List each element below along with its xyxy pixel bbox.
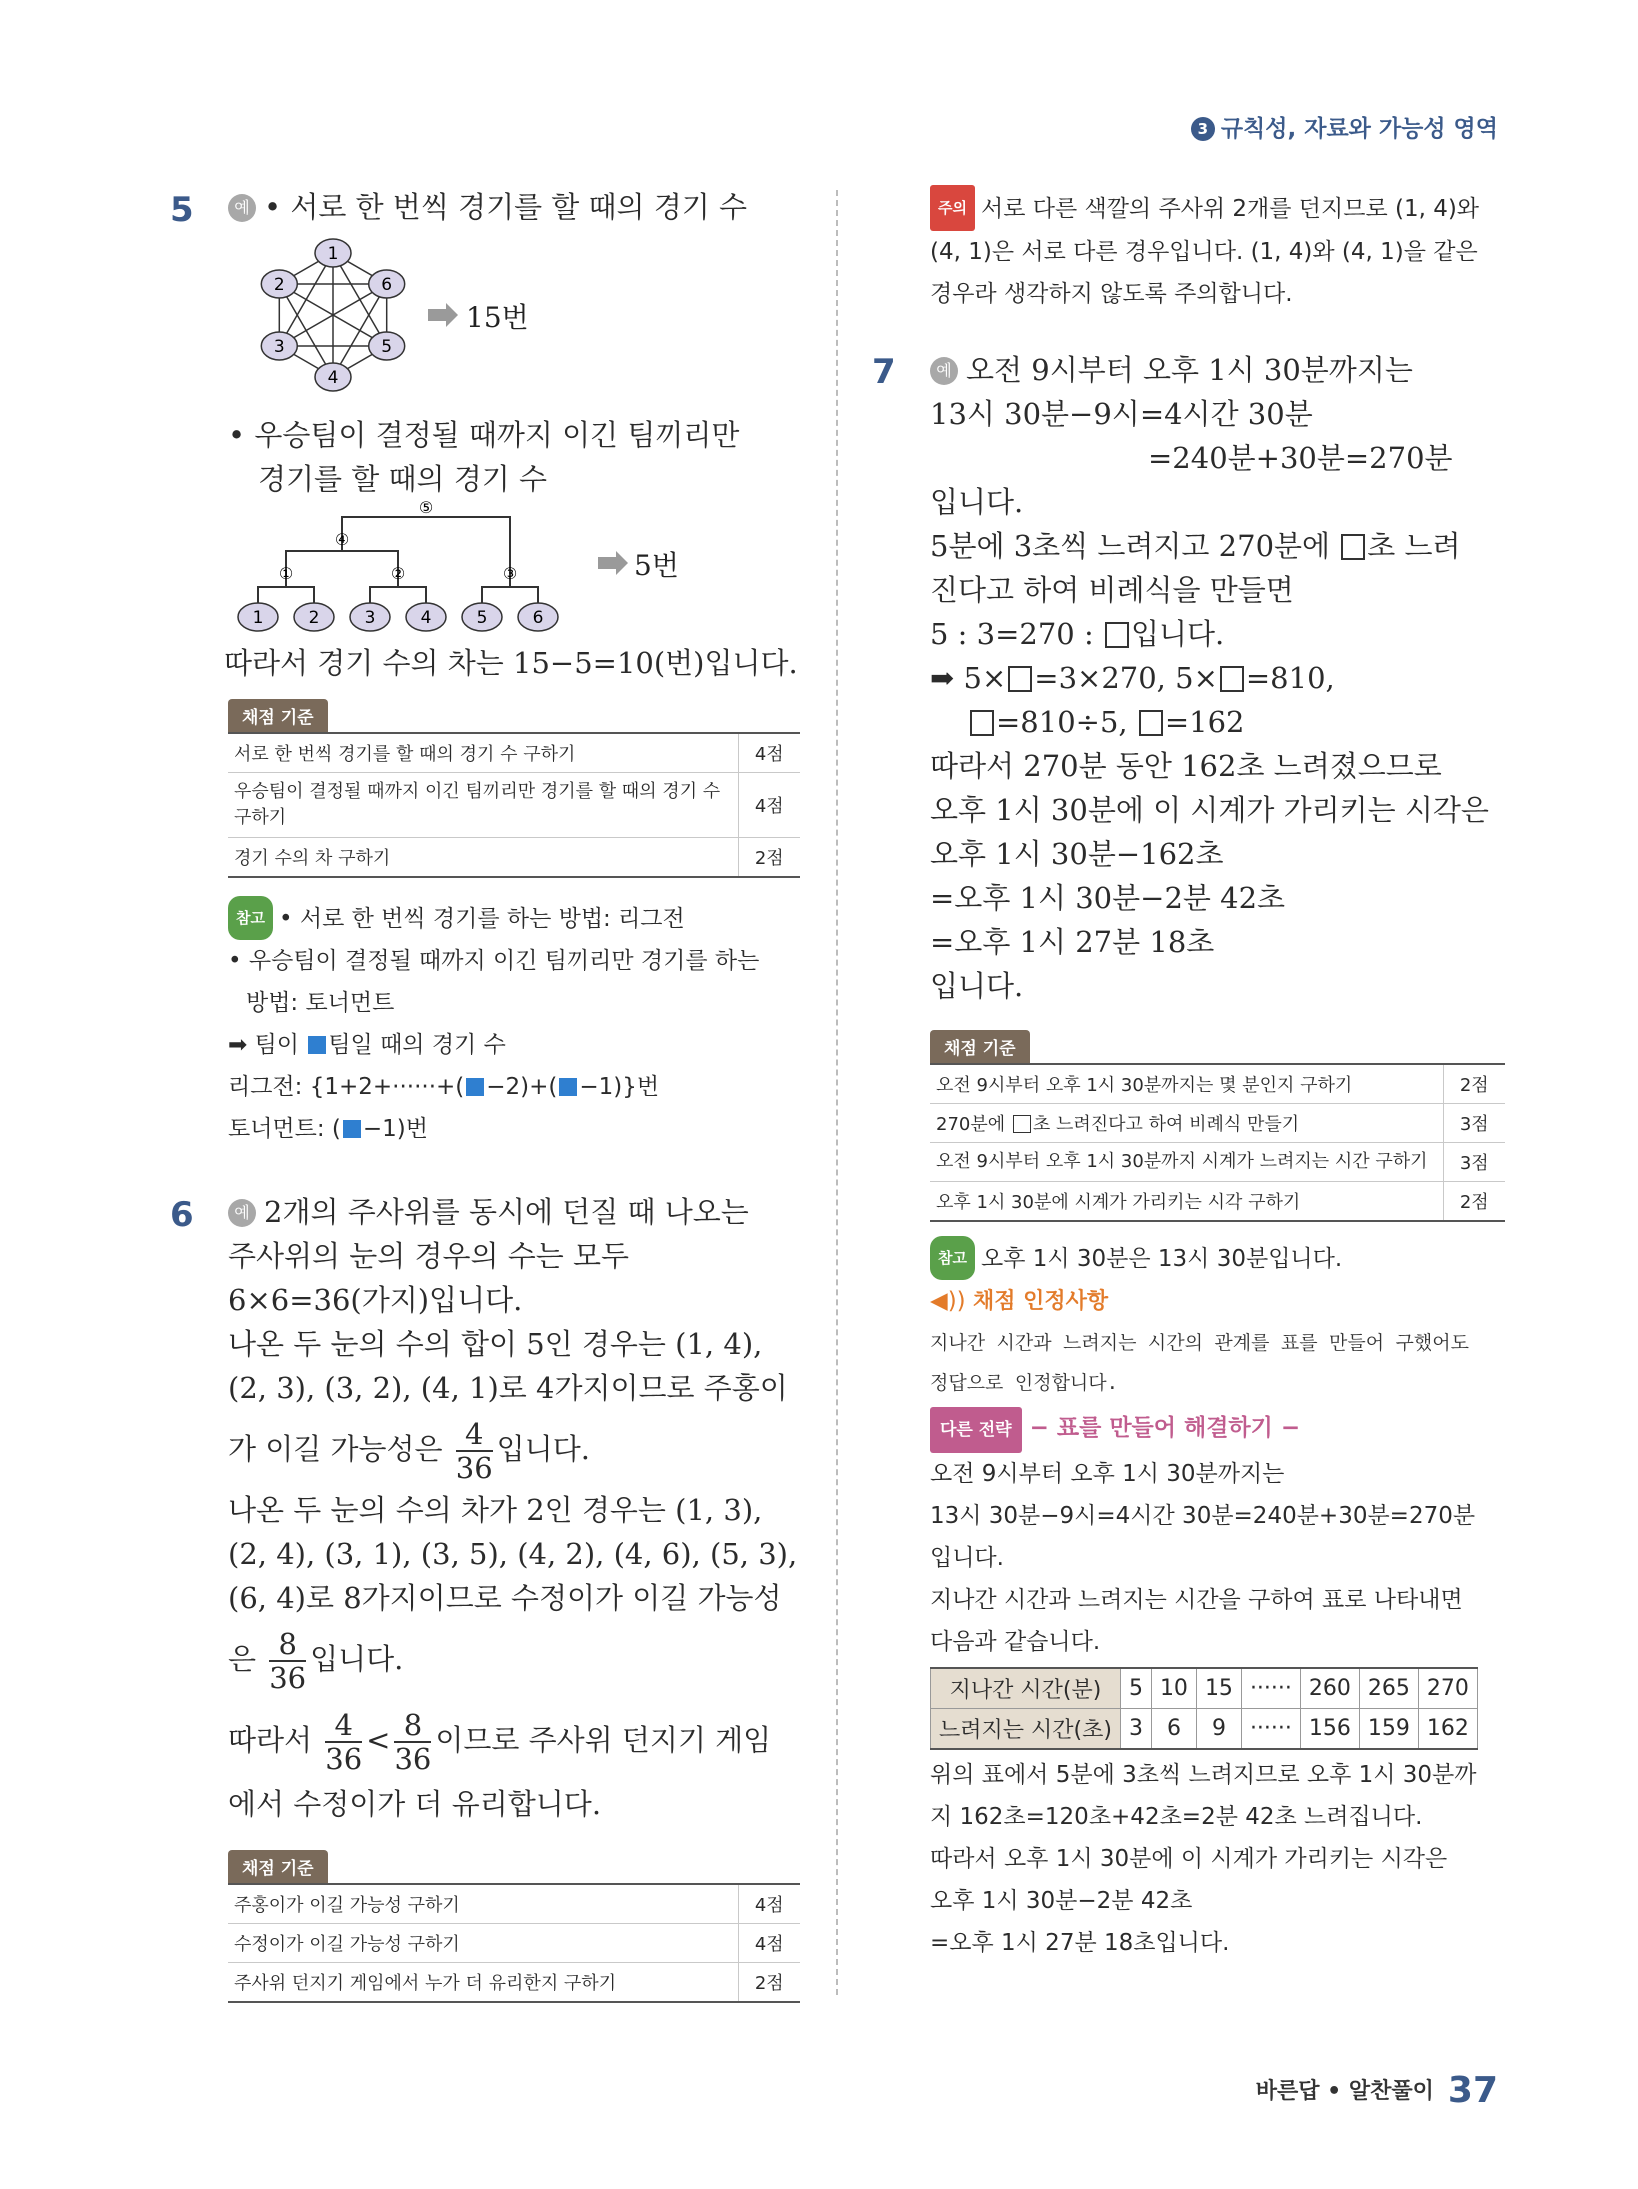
grading-points: 4점: [738, 1884, 800, 1924]
table-row: [931, 1709, 1478, 1750]
svg-text:4: 4: [327, 368, 339, 388]
team-node: [462, 603, 502, 631]
table-row: [228, 838, 800, 878]
fraction: [325, 1709, 362, 1775]
warning-note: [930, 185, 1505, 315]
grading-table: [228, 1883, 800, 2003]
svg-text:6: 6: [532, 608, 544, 628]
warning-badge: 주의: [930, 185, 975, 231]
table-row: [228, 1963, 800, 2003]
q5-line2a: • 우승팀이 결정될 때까지 이긴 팀끼리만: [228, 418, 740, 452]
grading-label: 채점 기준: [228, 1850, 328, 1883]
team-node: [406, 603, 446, 631]
question-6: [228, 1190, 828, 2003]
table-row: [930, 1064, 1505, 1104]
table-row: [930, 1182, 1505, 1222]
grading-text: 초 느려진다고 하여 비례식 만들기: [1032, 1114, 1300, 1135]
numerator: 8: [394, 1709, 431, 1743]
league-graph-svg: [228, 235, 648, 405]
grading-points: 2점: [1443, 1182, 1505, 1222]
table-row: [931, 1668, 1478, 1709]
q6-text: 이므로 주사위 던지기 게임: [435, 1723, 772, 1757]
q7-line: =240분+30분=270분: [1148, 441, 1453, 475]
q7-line: 오후 1시 30분에 이 시계가 가리키는 시각은: [930, 793, 1489, 827]
ref-text: −1)}번: [579, 1074, 660, 1100]
table-cell: ······: [1241, 1668, 1300, 1709]
match-label: ⑤: [418, 501, 434, 517]
bracket-line: [370, 587, 426, 603]
team-node: [350, 603, 390, 631]
match-label: ②: [390, 564, 406, 583]
table-row: [228, 733, 800, 773]
table-row: [228, 1884, 800, 1924]
svg-text:3: 3: [364, 608, 376, 628]
page-number: 37: [1447, 2070, 1498, 2111]
table-cell: 260: [1300, 1668, 1359, 1709]
recognition-title: 채점 인정사항: [972, 1289, 1109, 1314]
alt-line: 따라서 오후 1시 30분에 이 시계가 가리키는 시각은: [930, 1846, 1448, 1872]
league-edge: [333, 284, 387, 377]
svg-text:2: 2: [273, 275, 285, 295]
grading-points: 2점: [738, 838, 800, 878]
q7-text: =162: [1164, 705, 1245, 739]
alt-line: 위의 표에서 5분에 3초씩 느려지므로 오후 1시 30분까: [930, 1762, 1477, 1788]
match-label: ③: [502, 564, 518, 583]
tournament-result: 5번: [634, 549, 679, 582]
grading-item: 경기 수의 차 구하기: [228, 838, 738, 878]
q7-line: =오후 1시 30분−2분 42초: [930, 881, 1286, 915]
grading-points: 4점: [738, 1924, 800, 1963]
q7-text: 입니다.: [1130, 617, 1225, 651]
q6-text: 은: [228, 1642, 266, 1676]
match-label: ①: [278, 564, 294, 583]
tournament-diagram: [228, 501, 818, 641]
ref-text: ➡ 팀이: [228, 1032, 307, 1058]
denominator: 36: [325, 1742, 363, 1776]
svg-text:4: 4: [420, 608, 432, 628]
example-badge: 예: [228, 194, 256, 222]
example-badge: 예: [228, 1199, 256, 1227]
example-badge: 예: [930, 357, 958, 385]
ref-line: • 우승팀이 결정될 때까지 이긴 팀끼리만 경기를 하는: [228, 948, 760, 974]
numerator: 8: [269, 1628, 306, 1662]
q6-text: 따라서: [228, 1723, 322, 1757]
q5-conclusion: 따라서 경기 수의 차는 15−5=10(번)입니다.: [224, 646, 798, 680]
time-table: [930, 1667, 1478, 1750]
q5-line2b: 경기를 할 때의 경기 수: [258, 462, 547, 496]
grading-item: 오전 9시부터 오후 1시 30분까지 시계가 느려지는 시간 구하기: [930, 1143, 1443, 1182]
fraction: [456, 1418, 493, 1484]
numerator: 4: [456, 1418, 493, 1452]
alt-line: 오전 9시부터 오후 1시 30분까지는: [930, 1461, 1285, 1487]
q6-line: (2, 3), (3, 2), (4, 1)로 4가지이므로 주홍이: [228, 1371, 788, 1405]
league-diagram: [228, 235, 818, 405]
alt-strategy-badge: 다른 전략: [930, 1407, 1022, 1453]
arrow-icon: [428, 303, 458, 327]
league-node: [261, 270, 297, 298]
q7-line: 따라서 270분 동안 162초 느려졌으므로: [930, 749, 1442, 783]
blank-square-icon: [308, 1036, 326, 1054]
grading-points: 3점: [1443, 1104, 1505, 1143]
svg-text:2: 2: [308, 608, 320, 628]
ref-line: • 서로 한 번씩 경기를 하는 방법: 리그전: [278, 906, 685, 932]
grading-label: 채점 기준: [930, 1030, 1030, 1063]
table-header-cell: 지나간 시간(분): [931, 1668, 1121, 1709]
section-header: [1191, 110, 1498, 143]
grading-table: [228, 732, 800, 878]
q7-line: 13시 30분−9시=4시간 30분: [930, 397, 1313, 431]
alt-line: 13시 30분−9시=4시간 30분=240분+30분=270분: [930, 1503, 1476, 1529]
q7-line: 오전 9시부터 오후 1시 30분까지는: [966, 353, 1413, 387]
question-5: [224, 185, 818, 1150]
less-than-sign: <: [366, 1723, 391, 1757]
team-node: [294, 603, 334, 631]
alt-line: =오후 1시 27분 18초입니다.: [930, 1930, 1230, 1956]
question-7: [930, 348, 1510, 1964]
league-node: [369, 332, 405, 360]
ref-text: −2)+(: [486, 1074, 558, 1100]
blank-box-icon: [970, 710, 994, 736]
table-cell: 10: [1151, 1668, 1196, 1709]
grading-item: 주홍이가 이길 가능성 구하기: [228, 1884, 738, 1924]
page-footer: [1256, 2070, 1498, 2111]
q7-text: 5 : 3=270 :: [930, 617, 1103, 651]
bracket-line: [482, 587, 538, 603]
ref-text: 토너먼트: (: [228, 1116, 341, 1142]
alt-strategy-title: − 표를 만들어 해결하기 −: [1029, 1415, 1301, 1441]
q5-line1: • 서로 한 번씩 경기를 할 때의 경기 수: [264, 190, 748, 224]
table-cell: 265: [1359, 1668, 1418, 1709]
table-cell: 5: [1120, 1668, 1151, 1709]
ref-line: 오후 1시 30분은 13시 30분입니다.: [980, 1246, 1343, 1272]
warn-line: 서로 다른 색깔의 주사위 2개를 던지므로 (1, 4)와: [980, 196, 1480, 222]
grading-item: 우승팀이 결정될 때까지 이긴 팀끼리만 경기를 할 때의 경기 수 구하기: [228, 773, 738, 838]
league-node: [315, 239, 351, 267]
q6-grading: [228, 1850, 800, 2003]
grading-item: [930, 1104, 1443, 1143]
table-cell: 159: [1359, 1709, 1418, 1750]
q7-line: 입니다.: [930, 969, 1024, 1003]
q7-line: =오후 1시 27분 18초: [930, 925, 1215, 959]
bracket-line: [286, 551, 398, 587]
table-cell: 9: [1196, 1709, 1241, 1750]
question-number-7: 7: [872, 352, 896, 392]
denominator: 36: [455, 1451, 493, 1485]
q7-line: 진다고 하여 비례식을 만들면: [930, 573, 1294, 607]
table-row: [930, 1143, 1505, 1182]
table-cell: 15: [1196, 1668, 1241, 1709]
league-result: 15번: [466, 301, 529, 334]
svg-text:3: 3: [273, 337, 285, 357]
q6-line: 나온 두 눈의 수의 차가 2인 경우는 (1, 3),: [228, 1493, 763, 1527]
q6-text: 입니다.: [496, 1432, 590, 1466]
alt-line: 지나간 시간과 느려지는 시간을 구하여 표로 나타내면: [930, 1587, 1463, 1613]
league-node: [369, 270, 405, 298]
blank-square-icon: [466, 1078, 484, 1096]
q6-text: 가 이길 가능성은: [228, 1432, 452, 1466]
svg-text:1: 1: [252, 608, 264, 628]
blank-box-icon: [1008, 666, 1032, 692]
ref-text: 팀일 때의 경기 수: [328, 1032, 506, 1058]
q7-text: 5분에 3초씩 느려지고 270분에: [930, 529, 1340, 563]
alt-line: 입니다.: [930, 1545, 1004, 1571]
arrow-icon: [598, 551, 628, 575]
table-cell: 162: [1418, 1709, 1477, 1750]
q6-line: 6×6=36(가지)입니다.: [228, 1283, 523, 1317]
q6-line: 주사위의 눈의 경우의 수는 모두: [228, 1239, 630, 1273]
ref-text: −1)번: [362, 1116, 429, 1142]
q6-text: 입니다.: [310, 1642, 404, 1676]
table-cell: 156: [1300, 1709, 1359, 1750]
warn-line: 경우라 생각하지 않도록 주의합니다.: [930, 281, 1293, 307]
grading-points: 2점: [1443, 1064, 1505, 1104]
blank-box-icon: [1220, 666, 1244, 692]
denominator: 36: [394, 1742, 432, 1776]
tournament-svg: [228, 501, 688, 641]
table-row: [228, 773, 800, 838]
blank-square-icon: [343, 1120, 361, 1138]
blank-box-icon: [1013, 1115, 1031, 1133]
grading-item: 오전 9시부터 오후 1시 30분까지는 몇 분인지 구하기: [930, 1064, 1443, 1104]
grading-item: 서로 한 번씩 경기를 할 때의 경기 수 구하기: [228, 733, 738, 773]
svg-text:6: 6: [381, 275, 393, 295]
question-number-5: 5: [170, 190, 194, 230]
column-divider: [836, 190, 838, 1995]
blank-box-icon: [1105, 622, 1129, 648]
q6-line: 에서 수정이가 더 유리합니다.: [228, 1787, 602, 1821]
q7-grading: [930, 1030, 1505, 1222]
q6-line: (2, 4), (3, 1), (3, 5), (4, 2), (4, 6), (5, 3),: [228, 1537, 798, 1571]
alt-line: 지 162초=120초+42초=2분 42초 느려집니다.: [930, 1804, 1423, 1830]
alt-line: 오후 1시 30분−2분 42초: [930, 1888, 1193, 1914]
q6-line: 나온 두 눈의 수의 합이 5인 경우는 (1, 4),: [228, 1327, 763, 1361]
q7-reference: [930, 1236, 1510, 1964]
table-cell: ······: [1241, 1709, 1300, 1750]
q7-text: =3×270, 5×: [1034, 661, 1218, 695]
svg-text:1: 1: [327, 244, 339, 264]
grading-item: 수정이가 이길 가능성 구하기: [228, 1924, 738, 1963]
section-number-badge: 3: [1191, 117, 1215, 141]
grading-item: 오후 1시 30분에 시계가 가리키는 시각 구하기: [930, 1182, 1443, 1222]
grading-item: 주사위 던지기 게임에서 누가 더 유리한지 구하기: [228, 1963, 738, 2003]
denominator: 36: [269, 1661, 307, 1695]
league-node: [261, 332, 297, 360]
section-title: 규칙성, 자료와 가능성 영역: [1220, 116, 1498, 142]
table-cell: 3: [1120, 1709, 1151, 1750]
table-cell: 6: [1151, 1709, 1196, 1750]
grading-table: [930, 1063, 1505, 1222]
blank-box-icon: [1341, 534, 1365, 560]
q7-text: ➡ 5×: [930, 661, 1007, 695]
ref-text: 리그전: {1+2+······+(: [228, 1074, 465, 1100]
svg-text:5: 5: [476, 608, 488, 628]
grading-points: 2점: [738, 1963, 800, 2003]
grading-points: 4점: [738, 773, 800, 838]
reference-badge: 참고: [228, 896, 273, 940]
question-number-6: 6: [170, 1195, 194, 1235]
match-label: ④: [334, 530, 350, 549]
q6-line: 2개의 주사위를 동시에 던질 때 나오는: [264, 1195, 749, 1229]
table-row: [930, 1104, 1505, 1143]
svg-text:5: 5: [381, 337, 393, 357]
grading-points: 4점: [738, 733, 800, 773]
bracket-line: [258, 587, 314, 603]
table-row: [228, 1924, 800, 1963]
grading-points: 3점: [1443, 1143, 1505, 1182]
q5-grading: [228, 699, 800, 878]
grading-text: 270분에: [936, 1114, 1011, 1135]
team-node: [518, 603, 558, 631]
q7-text: =810,: [1245, 661, 1335, 695]
team-node: [238, 603, 278, 631]
blank-square-icon: [559, 1078, 577, 1096]
recognition-line: 정답으로 인정합니다.: [930, 1372, 1119, 1394]
grading-label: 채점 기준: [228, 699, 328, 732]
q7-line: 입니다.: [930, 485, 1024, 519]
footer-label: 바른답 • 알찬풀이: [1255, 2079, 1434, 2104]
recognition-line: 지나간 시간과 느려지는 시간의 관계를 표를 만들어 구했어도: [930, 1332, 1469, 1354]
warn-line: (4, 1)은 서로 다른 경우입니다. (1, 4)와 (4, 1)을 같은: [930, 239, 1478, 265]
q6-line: (6, 4)로 8가지이므로 수정이가 이길 가능성: [228, 1581, 782, 1615]
fraction: [269, 1628, 306, 1694]
table-cell: 270: [1418, 1668, 1477, 1709]
reference-badge: 참고: [930, 1236, 975, 1280]
speaker-icon: ◀)): [930, 1288, 966, 1314]
table-header-cell: 느려지는 시간(초): [931, 1709, 1121, 1750]
q7-text: =810÷5,: [996, 705, 1137, 739]
ref-line: 방법: 토너먼트: [246, 990, 395, 1016]
blank-box-icon: [1139, 710, 1163, 736]
q7-text: 초 느려: [1367, 529, 1461, 563]
alt-line: 다음과 같습니다.: [930, 1629, 1101, 1655]
q5-reference: [228, 896, 818, 1150]
fraction: [394, 1709, 431, 1775]
league-node: [315, 363, 351, 391]
numerator: 4: [325, 1709, 362, 1743]
q7-line: 오후 1시 30분−162초: [930, 837, 1224, 871]
